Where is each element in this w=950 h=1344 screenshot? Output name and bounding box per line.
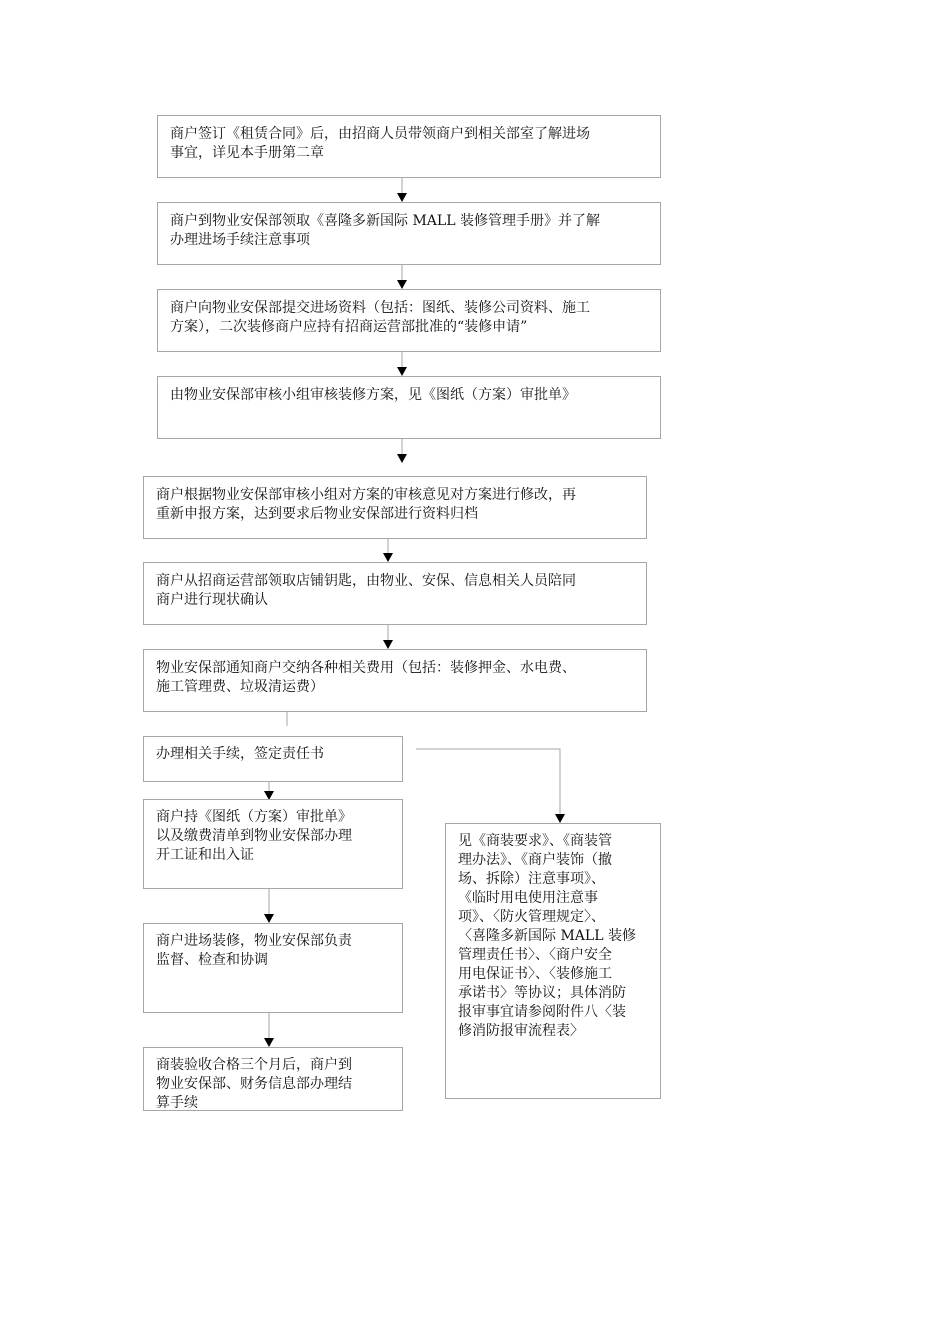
arrowhead (397, 454, 407, 463)
step-text: 商户根据物业安保部审核小组对方案的审核意见对方案进行修改，再 (156, 487, 576, 503)
step-get-manual (157, 202, 661, 265)
side-note-references (445, 823, 661, 1099)
step-text: 商户到物业安保部领取《喜隆多新国际 MALL 装修管理手册》并了解 (170, 213, 600, 229)
step-text: 商户签订《租赁合同》后，由招商人员带领商户到相关部室了解进场 (170, 126, 590, 142)
step-text: 办理相关手续，签定责任书 (156, 746, 324, 762)
arrowhead (397, 367, 407, 376)
step-text: 事宜，详见本手册第二章 (170, 145, 324, 161)
step-text: 重新申报方案，达到要求后物业安保部进行资料归档 (156, 506, 478, 522)
note-line: 见《商装要求》、《商装管 (458, 833, 612, 849)
step-text: 商装验收合格三个月后，商户到 (156, 1057, 352, 1073)
step-review-plan (157, 376, 661, 439)
arrowhead (264, 914, 274, 923)
connector-line (416, 749, 560, 814)
step-text: 办理进场手续注意事项 (170, 232, 310, 248)
arrowhead (555, 814, 565, 823)
step-text: 商户从招商运营部领取店铺钥匙，由物业、安保、信息相关人员陪同 (156, 573, 576, 589)
step-receive-keys (143, 562, 647, 625)
note-line: 报审事宜请参阅附件八〈装 (458, 1004, 626, 1020)
note-line: 〈喜隆多新国际 MALL 装修 (458, 928, 636, 944)
step-text: 商户持《图纸（方案）审批单》 (156, 809, 352, 825)
step-text: 物业安保部、财务信息部办理结 (156, 1076, 352, 1092)
step-text: 开工证和出入证 (156, 847, 254, 863)
step-settlement (143, 1047, 403, 1111)
note-line: 修消防报审流程表〉 (458, 1023, 584, 1039)
step-work-permit (143, 799, 403, 889)
step-sign-responsibility (143, 736, 403, 782)
step-construction (143, 923, 403, 1013)
arrowhead (264, 1038, 274, 1047)
step-text: 物业安保部通知商户交纳各种相关费用（包括：装修押金、水电费、 (156, 660, 576, 676)
step-sign-lease (157, 115, 661, 178)
note-line: 管理责任书〉、〈商户安全 (458, 947, 612, 963)
step-text: 商户进行现状确认 (156, 592, 268, 608)
step-text: 由物业安保部审核小组审核装修方案，见《图纸（方案）审批单》 (170, 387, 576, 403)
note-line: 项》、〈防火管理规定〉、 (458, 909, 605, 925)
step-text: 方案），二次装修商户应持有招商运营部批准的“装修申请” (170, 319, 528, 335)
step-text: 商户进场装修，物业安保部负责 (156, 933, 352, 949)
arrowhead (383, 640, 393, 649)
step-text: 以及缴费清单到物业安保部办理 (156, 828, 352, 844)
arrowhead (383, 553, 393, 562)
note-line: 用电保证书〉、〈装修施工 (458, 966, 612, 982)
step-text: 监督、检查和协调 (156, 952, 268, 968)
note-line: 《临时用电使用注意事 (458, 890, 598, 906)
step-submit-documents (157, 289, 661, 352)
note-line: 场、拆除）注意事项》、 (458, 871, 605, 887)
arrowhead (397, 280, 407, 289)
step-text: 施工管理费、垃圾清运费） (156, 679, 324, 695)
note-line: 理办法》、《商户装饰（撤 (458, 852, 612, 868)
note-line: 承诺书〉等协议；具体消防 (458, 985, 626, 1001)
step-revise-plan (143, 476, 647, 539)
step-text: 商户向物业安保部提交进场资料（包括：图纸、装修公司资料、施工 (170, 300, 590, 316)
step-text: 算手续 (156, 1095, 198, 1111)
step-pay-fees (143, 649, 647, 712)
arrowhead (397, 193, 407, 202)
